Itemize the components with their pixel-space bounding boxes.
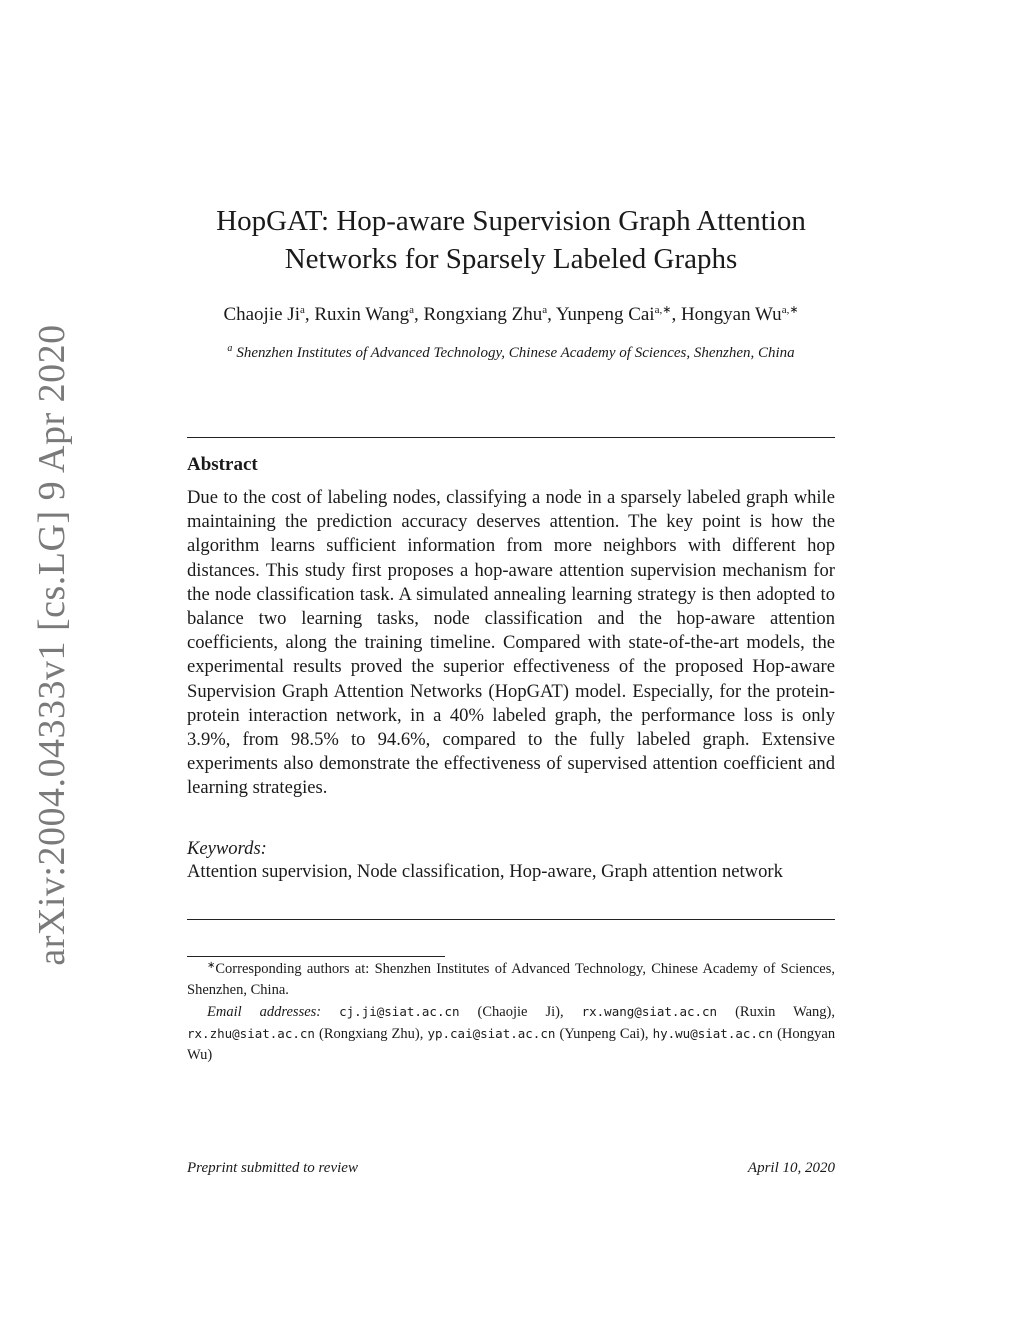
- footnote-divider: [187, 956, 445, 957]
- affiliation: [187, 343, 835, 364]
- email-addresses: [187, 1001, 835, 1066]
- email-owner: (Rongxiang Zhu): [319, 1026, 420, 1042]
- email-owner: (Ruxin Wang): [735, 1004, 832, 1020]
- email-owner: (Yunpeng Cai): [559, 1026, 645, 1042]
- email-link[interactable]: cj.ji@siat.ac.cn: [339, 1004, 460, 1019]
- keywords-text: Attention supervision, Node classification, Hop-aware, Graph attention network: [187, 861, 783, 882]
- title-line-2: Networks for Sparsely Labeled Graphs: [284, 243, 738, 275]
- email-owner: (Hongyan Wu): [187, 1026, 836, 1063]
- author: Hongyan Wu: [680, 304, 782, 325]
- author-separator: ,: [671, 304, 681, 325]
- bottom-divider: [187, 919, 835, 920]
- abstract-text: Due to the cost of labeling nodes, classifying a node in a sparsely labeled graph while maintaining the prediction accuracy deserves attention. The key point is how the algorithm learns sufficient information from more neighbors with different hop distances. This study first proposes a hop-aware attention supervision mechanism for the node classification task. A simulated annealing learning strategy is then adopted to balance two learning tasks, node classification and the hop-aware attention coefficients, along the training timeline. Compared with state-of-the-art models, the experimental results proved the superior effectiveness of the proposed Hop-aware Supervision Graph Attention Networks (HopGAT) model. Especially, for the protein-protein interaction network, in a 40% labeled graph, the performance loss is only 3.9%, from 98.5% to 94.6%, compared to the fully labeled graph. Extensive experiments also demonstrate the effectiveness of supervised attention coefficient and learning strategies.: [187, 487, 835, 799]
- title-line-1: HopGAT: Hop-aware Supervision Graph Attention: [216, 205, 806, 237]
- footnote: [187, 959, 835, 1066]
- preprint-date: April 10, 2020: [747, 1160, 835, 1176]
- email-separator: ,: [644, 1026, 653, 1042]
- author-separator: ,: [547, 304, 556, 325]
- email-link[interactable]: rx.wang@siat.ac.cn: [581, 1004, 718, 1019]
- author-separator: ,: [304, 304, 315, 325]
- author-affil-mark: a: [409, 304, 414, 316]
- author-affil-mark: a: [542, 304, 548, 316]
- author-affil-mark: a,∗: [654, 304, 672, 316]
- email-separator: ,: [831, 1004, 836, 1020]
- affiliation-text: Shenzhen Institutes of Advanced Technology, Chinese Academy of Sciences, Shenzhen, China: [236, 345, 795, 361]
- author-affil-mark: a,∗: [781, 304, 799, 316]
- corresponding-note: [187, 959, 835, 1001]
- corresponding-text: Corresponding authors at: Shenzhen Institutes of Advanced Technology, Chinese Academy of Sciences, Shenzhen, China.: [187, 961, 835, 998]
- author: Chaojie Ji: [223, 304, 300, 325]
- email-separator: ,: [559, 1004, 582, 1020]
- author-separator: ,: [413, 304, 424, 325]
- affiliation-mark: a: [227, 343, 233, 354]
- top-divider: [187, 437, 835, 438]
- email-owner: (Chaojie Ji): [477, 1004, 560, 1020]
- email-link[interactable]: rx.zhu@siat.ac.cn: [187, 1026, 315, 1041]
- author-affil-mark: a: [299, 304, 305, 316]
- footnote-mark: ∗: [207, 960, 216, 971]
- paper-title: [187, 202, 835, 278]
- email-link[interactable]: yp.cai@siat.ac.cn: [427, 1026, 556, 1041]
- email-separator: ,: [419, 1026, 428, 1042]
- keywords-heading: Keywords:: [187, 838, 267, 859]
- arxiv-identifier-stamp: arXiv:2004.04333v1 [cs.LG] 9 Apr 2020: [31, 324, 73, 966]
- abstract-heading: Abstract: [187, 454, 258, 475]
- author-list: [187, 302, 835, 328]
- author: Yunpeng Cai: [555, 304, 655, 325]
- preprint-note: Preprint submitted to review: [187, 1160, 358, 1176]
- email-link[interactable]: hy.wu@siat.ac.cn: [652, 1026, 773, 1041]
- author: Rongxiang Zhu: [423, 304, 543, 325]
- author: Ruxin Wang: [314, 304, 410, 325]
- email-label: Email addresses:: [207, 1004, 322, 1020]
